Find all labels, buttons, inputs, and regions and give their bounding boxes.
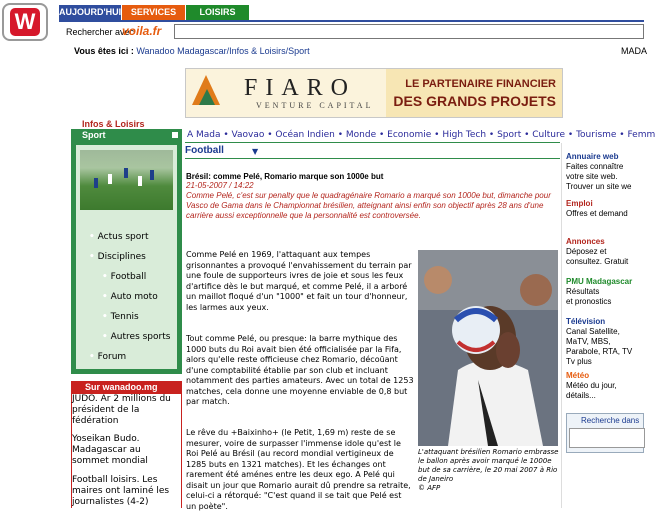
right-block-line: votre site web.	[566, 172, 618, 181]
section-label: Infos & Loisirs	[82, 119, 145, 129]
sur-wanadoo-header	[71, 381, 182, 394]
menu-item-auto-moto[interactable]	[102, 292, 158, 302]
right-block-title[interactable]: PMU Madagascar	[566, 277, 633, 286]
right-block-line: Offres et demand	[566, 209, 628, 218]
article-paragraph: Tout comme Pelé, ou presque: la barre mythique des 1000 buts du Roi avait bien été officialisée par la Fifa, alors qu'elle reste officieuse chez Romario, décoūant d'une comptabilité établie par son club et incluant notamment des parties amateurs. Avec un total de 1253 matches, cela donne une moyenne enviable de 0,8 but par match.	[186, 334, 414, 406]
banner-logo-triangle-inner	[199, 89, 215, 105]
breadcrumb	[74, 46, 310, 56]
right-block-line: Faites connaître	[566, 162, 624, 171]
section-divider	[185, 158, 560, 159]
right-block-line: Tv plus	[566, 357, 592, 366]
caption-text: L'attaquant brésilien Romario embrasse le ballon après avoir marqué le 1000e but de sa carrière, le 20 mai 2007 à Rio de Janeiro	[418, 448, 559, 483]
search-panel	[566, 413, 644, 453]
article-paragraph: Comme Pelé en 1969, l'attaquant aux tempes grisonnantes a provoqué l'envahissement du terrain par une foule de supporteurs ivres de joie et sous les feux d'artifice dès le but marqué, et comme Pelé, il a arboré un maillot floqué d'un "1000" et fait un tour d'honneur, les larmes aux yeux.	[186, 250, 412, 312]
right-column-divider	[561, 143, 562, 508]
right-block-title[interactable]: Météo	[566, 371, 590, 380]
player-figure	[150, 170, 154, 180]
right-block-line: détails...	[566, 391, 596, 400]
breadcrumb-right: MADA	[621, 46, 648, 56]
banner-line2: DES GRANDS PROJETS	[393, 93, 556, 109]
right-block-title[interactable]: Annuaire web	[566, 152, 619, 161]
right-block-line: et pronostics	[566, 297, 612, 306]
menu-item-label: Football	[110, 272, 147, 282]
logo-letter: W	[10, 8, 40, 36]
banner-brand-sub: VENTURE CAPITAL	[256, 101, 374, 110]
sport-box-title: Sport	[82, 130, 106, 140]
category-divider	[185, 142, 560, 143]
menu-item-forum[interactable]	[89, 352, 126, 362]
right-block-line: Déposez et	[566, 247, 607, 256]
tab-underline	[59, 20, 644, 22]
article-paragraph: Le rêve du +Baixinho+ (le Petit, 1,69 m) reste de se mesurer, voire de surpasser l'immense idole qu'est le Roi Pelé au Brésil (au record mondial vertigineux de 1285 buts en 1321 matches). Et les échanges ont rarement été aménes entre les deux ego. A Pelé qui disait un jour que Romario aurait dû prendre sa retraite, celui-ci a rétorqué: "C'est quand il se tait que Pelé est un poète".	[186, 428, 411, 511]
tab-services[interactable]: SERVICES	[122, 5, 185, 20]
banner-line1: LE PARTENAIRE FINANCIER	[405, 78, 556, 90]
right-block-line: Parabole, RTA, TV	[566, 347, 633, 356]
dropdown-arrow-icon[interactable]: ▼	[252, 147, 259, 156]
menu-item-label: Autres sports	[110, 332, 171, 342]
right-block-line: MaTV, MBS,	[566, 337, 611, 346]
bullet-icon: •	[89, 232, 95, 242]
right-block-title[interactable]: Télévision	[566, 317, 606, 326]
bullet-icon: •	[102, 312, 108, 322]
banner-brand: FIARO	[244, 75, 357, 101]
article-date: 21-05-2007 / 14:22	[186, 181, 254, 190]
search-label: Rechercher avec	[66, 27, 135, 37]
right-block-line: Résultats	[566, 287, 600, 296]
article-title: Brésil: comme Pelé, Romario marque son 1000e but	[186, 172, 384, 181]
menu-item-label: Actus sport	[97, 232, 149, 242]
right-block-line: Météo du jour,	[566, 381, 617, 390]
news-item[interactable]: JUDO. Ar 2 millions du président de la fédération	[72, 394, 171, 426]
search-panel-title: Recherche dans	[581, 416, 640, 425]
right-block-line: consultez. Gratuit	[566, 257, 629, 266]
article-lead: Comme Pelé, c'est sur penalty que le quadragénaire Romario a marqué son 1000e but, dimanche pour Vasco de Gama dans le Championnat brésilien, atteignant ainsi enfin son objectif après 28 ans d'une carrière aussi exceptionnelle que la personnalité est controversée.	[186, 191, 551, 220]
player-figure	[124, 168, 128, 178]
search-panel-input[interactable]	[569, 428, 645, 448]
news-item[interactable]: Yoseikan Budo. Madagascar au sommet mondial	[72, 434, 148, 466]
tab-loisirs[interactable]: LOISIRS	[186, 5, 249, 20]
right-block-title[interactable]: Emploi	[566, 199, 593, 208]
category-nav[interactable]: A Mada • Vaovao • Océan Indien • Monde • Economie • High Tech • Sport • Culture • Tourisme • Femm	[187, 130, 655, 140]
breadcrumb-prefix: Vous êtes ici :	[74, 46, 134, 56]
menu-item-football[interactable]	[102, 272, 146, 282]
square-icon	[172, 132, 178, 138]
player-figure	[108, 174, 112, 184]
caption-credit: © AFP	[418, 484, 441, 492]
bullet-icon: •	[102, 292, 108, 302]
voila-brand: voila.fr	[122, 24, 162, 38]
bullet-icon: •	[89, 352, 95, 362]
fiaro-banner[interactable]	[185, 68, 563, 118]
menu-item-actus[interactable]	[89, 232, 149, 242]
bullet-icon: •	[102, 272, 108, 282]
menu-item-label: Disciplines	[97, 252, 146, 262]
menu-item-label: Auto moto	[110, 292, 158, 302]
tab-aujourdhui[interactable]: AUJOURD'HUI	[59, 5, 121, 20]
search-input[interactable]	[174, 24, 644, 39]
news-item[interactable]: Football loisirs. Les maires ont laminé les journalistes (4-2)	[72, 475, 170, 507]
menu-item-label: Forum	[97, 352, 127, 362]
breadcrumb-path[interactable]: Wanadoo Madagascar/Infos & Loisirs/Sport	[136, 46, 310, 56]
right-block-line: Trouver un site we	[566, 182, 632, 191]
menu-item-autres[interactable]	[102, 332, 170, 342]
bullet-icon: •	[102, 332, 108, 342]
menu-item-tennis[interactable]	[102, 312, 139, 322]
sport-box-header	[71, 129, 182, 143]
sport-thumbnail[interactable]	[80, 150, 173, 210]
player-figure	[94, 178, 98, 188]
menu-item-label: Tennis	[110, 312, 139, 322]
sur-wanadoo-title: Sur wanadoo.mg	[85, 382, 158, 392]
article-photo[interactable]	[418, 250, 558, 446]
wanadoo-logo[interactable]	[2, 3, 48, 41]
menu-item-disciplines[interactable]	[89, 252, 146, 262]
romario-photo	[418, 250, 558, 446]
right-block-title[interactable]: Annonces	[566, 237, 605, 246]
section-title: Football	[185, 145, 224, 156]
right-block-line: Canal Satellite,	[566, 327, 620, 336]
photo-caption	[418, 448, 560, 493]
player-figure	[138, 176, 142, 186]
bullet-icon: •	[89, 252, 95, 262]
